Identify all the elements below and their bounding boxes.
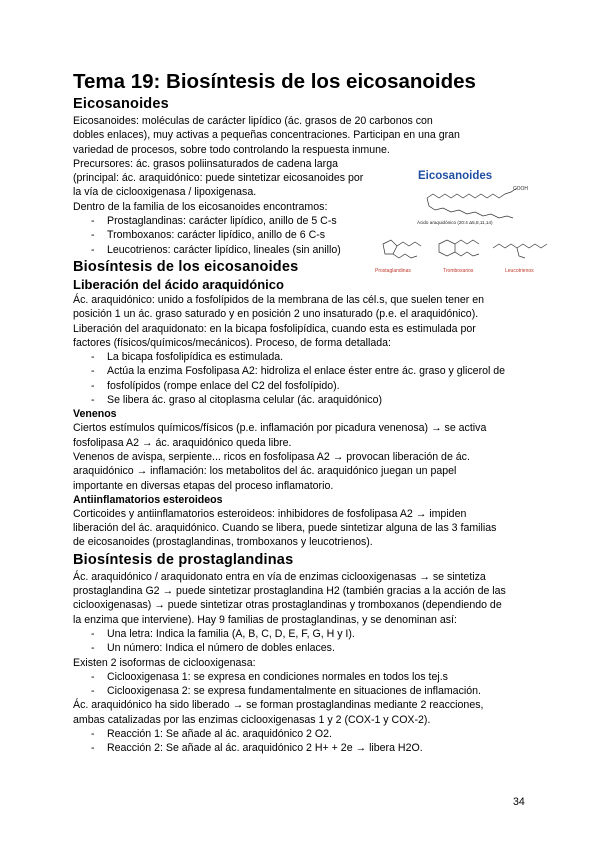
paragraph: de eicosanoides (prostaglandinas, tromboxanos y leucotrienos). — [73, 536, 373, 549]
paragraph: importante en diversas etapas del proceso inflamatorio. — [73, 479, 334, 492]
eicosanoids-figure — [367, 164, 555, 284]
thromboxane-ring — [439, 240, 455, 256]
list-item: - Reacción 2: Se añade al ác. araquidónico 2 H+ + 2e → libera H2O. — [73, 741, 533, 755]
list-item: - Reacción 1: Se añade al ác. araquidónico 2 O2. — [73, 727, 533, 741]
list-item: - Una letra: Indica la familia (A, B, C, D, E, F, G, H y I). — [73, 627, 533, 641]
paragraph: la enzima que interviene). Hay 9 familias de prostaglandinas, y se denominan así: — [73, 613, 457, 626]
page-number: 34 — [513, 796, 525, 808]
paragraph: (principal: ác. araquidónico: puede sintetizar eicosanoides por — [73, 172, 364, 185]
list-item: - Prostaglandinas: carácter lipídico, anillo de 5 C-s — [73, 214, 533, 228]
subheading-liberacion: Liberación del ácido araquidónico — [73, 276, 284, 292]
heading-prostaglandinas: Biosíntesis de prostaglandinas — [73, 551, 294, 568]
paragraph: liberación del ác. araquidónico. Cuando se libera, puede sintetizar alguna de las 3 familias — [73, 522, 497, 535]
figure-title: Eicosanoides — [418, 170, 493, 182]
subheading-venenos: Venenos — [73, 408, 117, 421]
paragraph: factores (físicos/químicos/mecánicos). Proceso, de forma detallada: — [73, 336, 391, 349]
list-item: - Leucotrienos: carácter lipídico, lineales (sin anillo) — [73, 243, 533, 257]
list-item: - Ciclooxigenasa 2: se expresa fundamentalmente en situaciones de inflamación. — [73, 684, 533, 698]
paragraph: Liberación del araquidonato: en la bicapa fosfolipídica, cuando esta es estimulada por — [73, 322, 476, 335]
paragraph: Eicosanoides: moléculas de carácter lipídico (ác. grasos de 20 carbonos con — [73, 115, 433, 127]
paragraph: fosfolipasa A2 → ác. araquidónico queda libre. — [73, 436, 292, 449]
list-item: - Tromboxanos: carácter lipídico, anillo de 6 C-s — [73, 228, 533, 242]
paragraph: prostaglandina G2 → puede sintetizar prostaglandina H2 (también gracias a la acción de las — [73, 585, 506, 598]
list-item: - La bicapa fosfolipídica es estimulada. — [73, 350, 533, 364]
figure-label-tromboxanos: Tromboxanos — [443, 268, 474, 274]
process-list — [73, 350, 533, 407]
paragraph: Dentro de la familia de los eicosanoides encontramos: — [73, 200, 328, 213]
paragraph: Ciertos estímulos químicos/físicos (p.e. inflamación por picadura venenosa) → se activa — [73, 422, 487, 435]
paragraph: Existen 2 isoformas de ciclooxigenasa: — [73, 656, 256, 669]
arachidonic-acid-chain — [427, 188, 517, 198]
page-title: Tema 19: Biosíntesis de los eicosanoides — [73, 70, 476, 93]
paragraph: araquidónico → inflamación: los metabolitos del ác. araquidónico juegan un papel — [73, 465, 457, 478]
figure-label-leucotrienos: Leucotrienos — [505, 268, 534, 274]
paragraph: Ác. araquidónico: unido a fosfolípidos de la membrana de las cél.s, que suelen tener en — [73, 293, 485, 306]
paragraph: variedad de procesos, sobre todo controlando la respuesta inmune. — [73, 143, 390, 156]
cooh-label: COOH — [513, 186, 528, 192]
list-item: - Actúa la enzima Fosfolipasa A2: hidroliza el enlace éster entre ác. graso y glicerol de — [73, 364, 533, 378]
leukotriene-chain — [493, 244, 547, 248]
paragraph: posición 1 un ác. graso saturado y en posición 2 uno insaturado (p.e. el araquidónico). — [73, 308, 479, 321]
prostaglandin-ring — [383, 240, 397, 254]
paragraph: ciclooxigenasas) → puede sintetizar otras prostaglandinas y tromboxanos (dependiendo de — [73, 599, 502, 612]
list-item-continuation — [73, 379, 533, 393]
arachidonic-acid-chain-lower — [427, 198, 513, 218]
subheading-antiinflamatorios: Antiinflamatorios esteroideos — [73, 493, 223, 506]
paragraph: Venenos de avispa, serpiente... ricos en fosfolipasa A2 → provocan liberación de ác. — [73, 450, 470, 463]
prostaglandin-chain — [397, 242, 421, 246]
thromboxane-chain-lower — [455, 252, 479, 256]
paragraph: Ác. araquidónico / araquidonato entra en vía de enzimas ciclooxigenasas → se sintetiza — [73, 570, 486, 583]
figure-subtitle: Ácido araquidónico (20:4 Δ5,8,11,14) — [417, 220, 493, 225]
paragraph: la vía de ciclooxigenasa / lipoxigenasa. — [73, 186, 257, 199]
heading-eicosanoides: Eicosanoides — [73, 96, 169, 112]
paragraph: Precursores: ác. grasos poliinsaturados de cadena larga — [73, 157, 338, 170]
naming-list — [73, 627, 533, 656]
list-item: - Se libera ác. graso al citoplasma celular (ác. araquidónico) — [73, 393, 533, 407]
list-item: - Ciclooxigenasa 1: se expresa en condiciones normales en todos los tej.s — [73, 670, 533, 684]
heading-biosintesis: Biosíntesis de los eicosanoides — [73, 258, 299, 275]
leukotriene-branch — [517, 248, 525, 258]
reaction-list — [73, 727, 533, 756]
paragraph: ambas catalizadas por las enzimas ciclooxigenasas 1 y 2 (COX-1 y COX-2). — [73, 713, 431, 726]
list-continuation-text: fosfolípidos (rompe enlace del C2 del fosfolípido). — [107, 379, 340, 392]
paragraph: Corticoides y antiinflamatorios esteroideos: inhibidores de fosfolipasa A2 → impiden — [73, 507, 467, 520]
paragraph: Ác. araquidónico ha sido liberado → se forman prostaglandinas mediante 2 reacciones, — [73, 699, 484, 712]
list-item: - Un número: Indica el número de dobles enlaces. — [73, 641, 533, 655]
paragraph: dobles enlaces), muy activas a pequeñas concentraciones. Participan en una gran — [73, 129, 460, 142]
prostaglandin-chain-lower — [393, 254, 417, 258]
isoform-list — [73, 670, 533, 699]
thromboxane-chain — [455, 240, 479, 244]
figure-label-prostaglandinas: Prostaglandinas — [375, 268, 411, 274]
